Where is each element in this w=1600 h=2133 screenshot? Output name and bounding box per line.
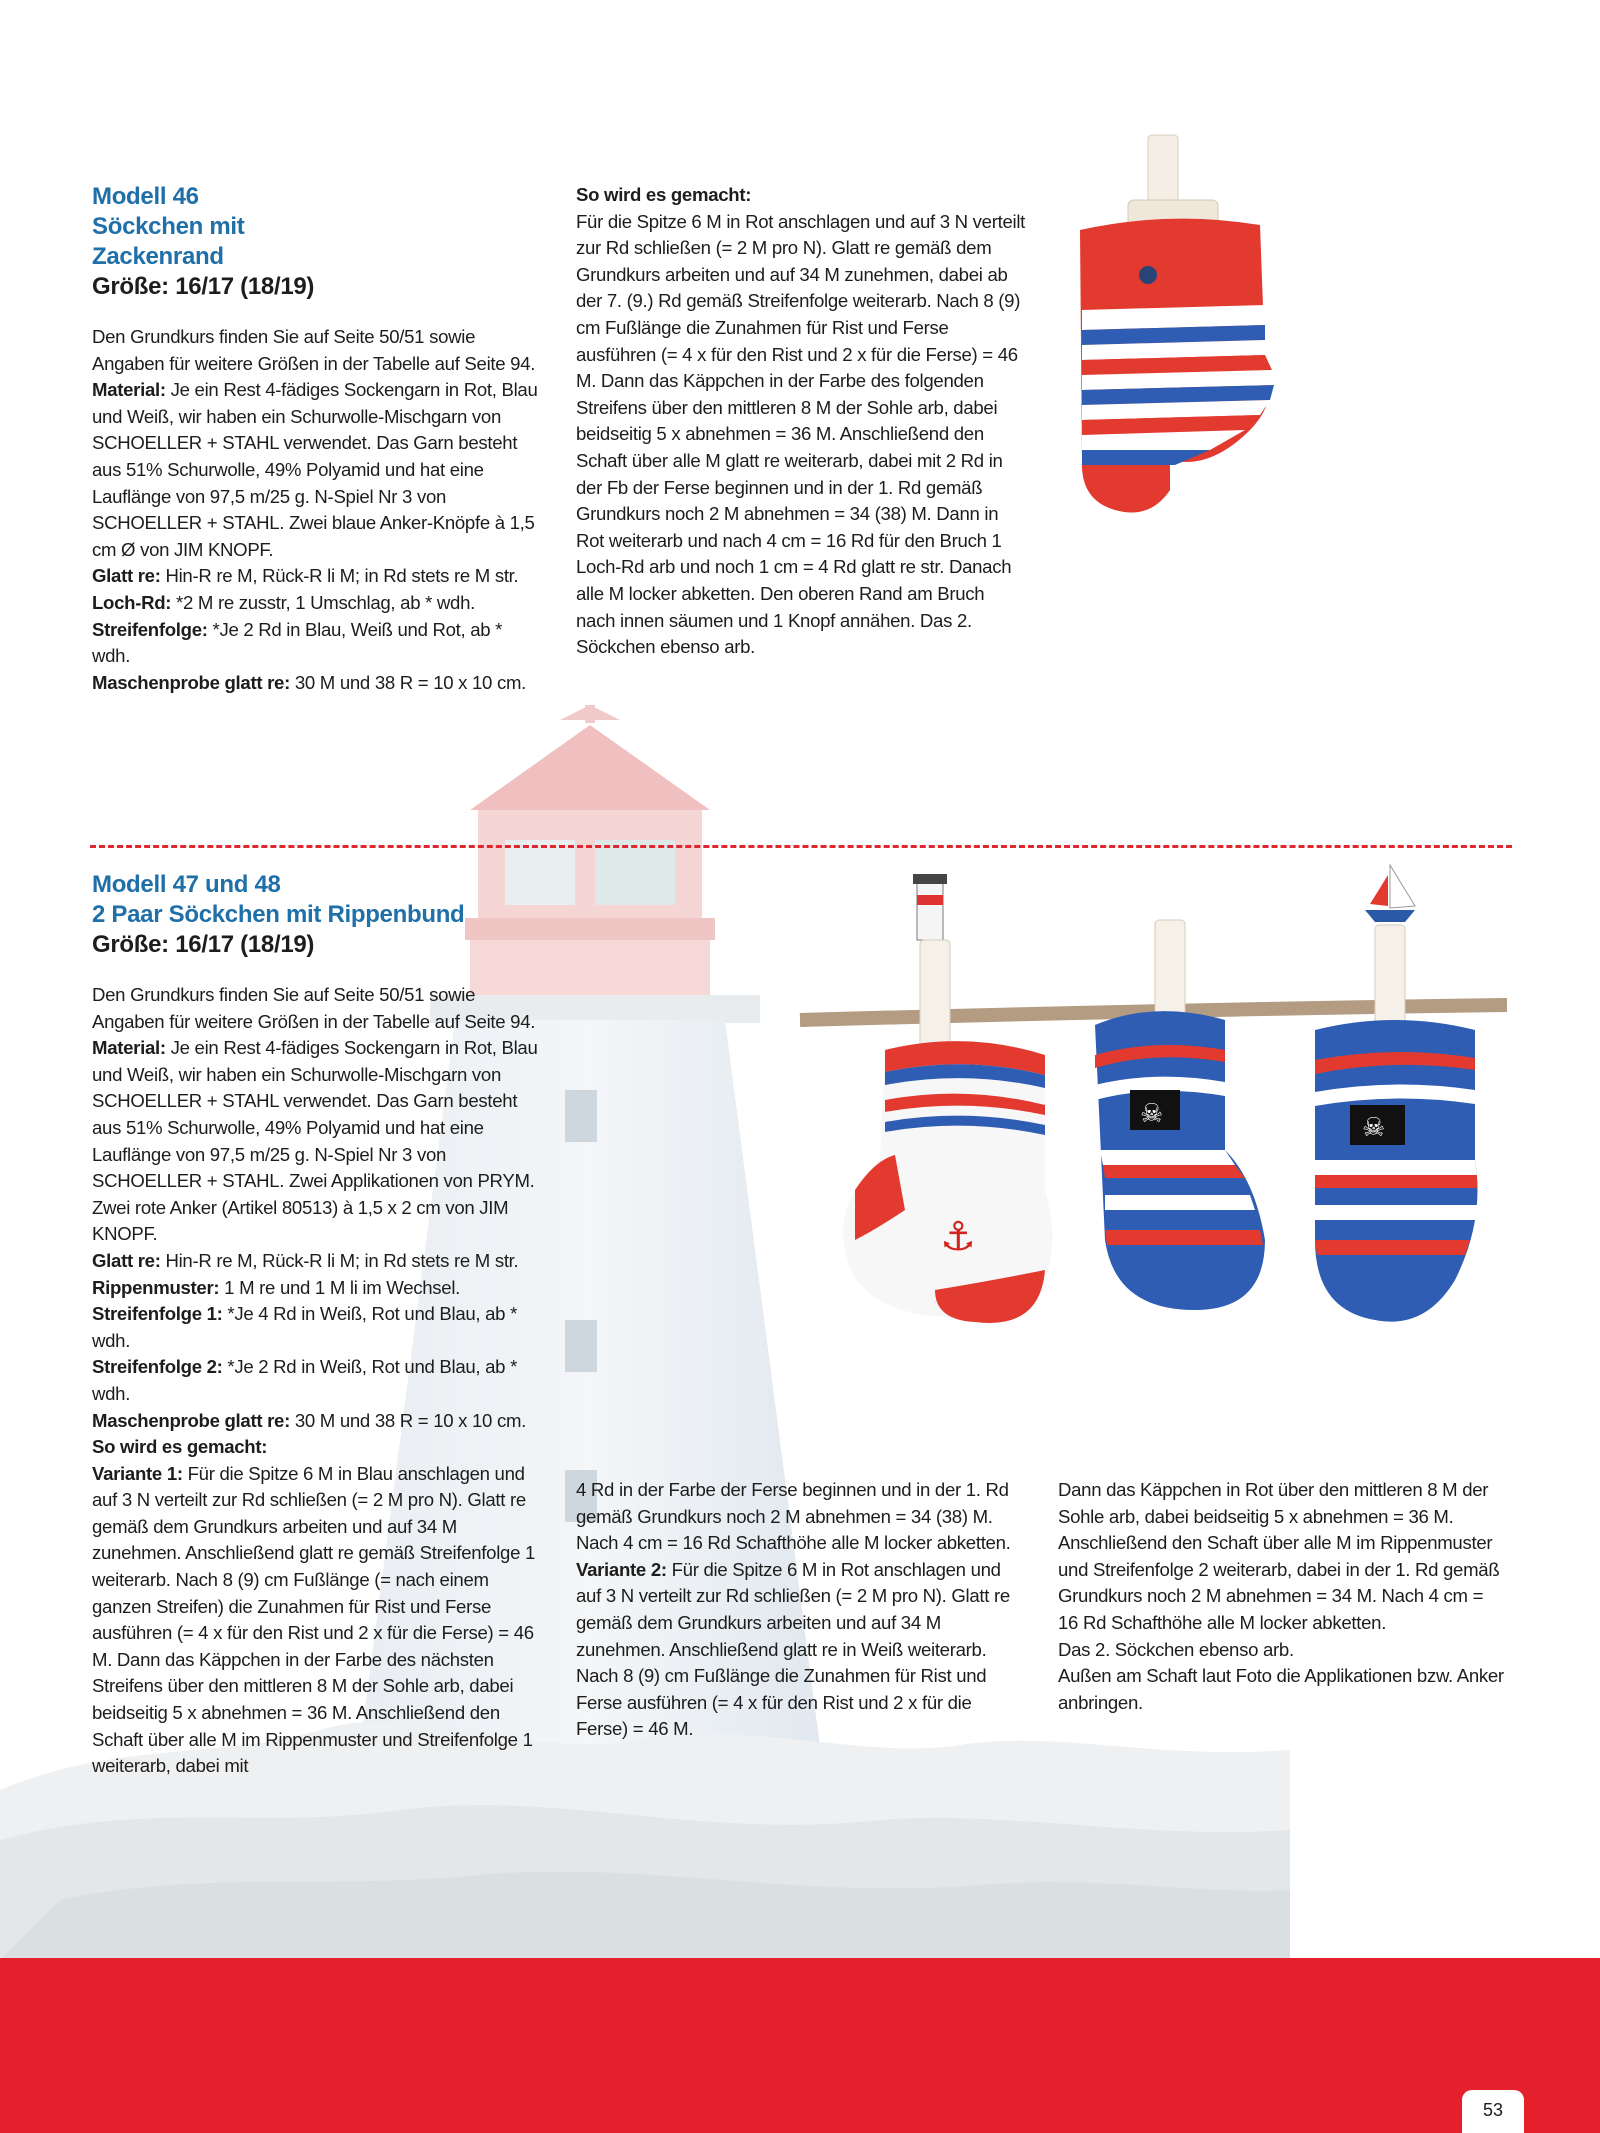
section-divider [90, 845, 1512, 848]
model-47-intro: Den Grundkurs finden Sie auf Seite 50/51 sowie Angaben für weitere Größen in der Tabelle auf Seite 94. [92, 984, 536, 1032]
model-46-glatt: Glatt re: Hin-R re M, Rück-R li M; in Rd stets re M str. [92, 565, 519, 587]
model-46-probe: Maschenprobe glatt re: 30 M und 38 R = 10 x 10 cm. [92, 671, 527, 693]
model-46-instructions: Für die Spitze 6 M in Rot anschlagen und auf 3 N verteilt zur Rd schließen (= 2 M pro N). Glatt re gemäß dem Grundkurs arbeiten und auf 34 M zunehmen, dabei ab der 7. (9.) Rd gemäß Streifenfolge weiterarb. Nach 8 (9) cm Fußlänge die Zunahmen für Rist und Ferse ausführen (= 4 x für den Rist und 2 x für die Ferse) = 46 M. Dann das Käppchen in der Farbe des folgenden Streifens über den mittleren 8 M der Sohle arb, dabei beidseitig 5 x abnehmen = 36 M. Anschließend den Schaft über alle M glatt re weiterarb, dabei mit 2 Rd in der Fb der Ferse beginnen und in der 1. Rd gemäß Grundkurs noch 2 M abnehmen = 34 (38) M. Dann in Rot weiterarb und nach 4 cm = 16 Rd für den Bruch 1 Loch-Rd arb und noch 1 cm = 4 Rd glatt re str. Danach alle M locker abketten. Den oberen Rand am Bruch nach innen säumen und 1 Knopf annähen. Das 2. Söckchen ebenso arb. [576, 210, 1026, 658]
model-47-column-right [1058, 1477, 1508, 1716]
model-46-title: Modell 46 Söckchen mit Zackenrand [92, 183, 245, 270]
footer-band [0, 1958, 1600, 2133]
svg-text:⚓: ⚓ [940, 1214, 976, 1260]
sock-photo-model-46 [1060, 130, 1280, 530]
model-46-material: Material: Je ein Rest 4-fädiges Sockengarn in Rot, Blau und Weiß, wir haben ein Schurwolle-Mischgarn von SCHOELLER + STAHL verwendet. Das Garn besteht aus 51% Schurwolle, 49% Polyamid und hat eine Lauflänge von 97,5 m/25 g. N-Spiel Nr 3 von SCHOELLER + STAHL. Zwei blaue Anker-Knöpfe à 1,5 cm Ø von JIM KNOPF. [92, 379, 538, 560]
model-47-applications: Außen am Schaft laut Foto die Applikationen bzw. Anker anbringen. [1058, 1665, 1504, 1713]
model-47-streifen-1: Streifenfolge 1: *Je 4 Rd in Weiß, Rot und Blau, ab * wdh. [92, 1303, 518, 1351]
model-47-material: Material: Je ein Rest 4-fädiges Sockengarn in Rot, Blau und Weiß, wir haben ein Schurwolle-Mischgarn von SCHOELLER + STAHL verwendet. Das Garn besteht aus 51% Schurwolle, 49% Polyamid und hat eine Lauflänge von 97,5 m/25 g. N-Spiel Nr 3 von SCHOELLER + STAHL. Zwei Applikationen von PRYM. Zwei rote Anker (Artikel 80513) à 1,5 x 2 cm von JIM KNOPF. [92, 1037, 538, 1245]
model-46-so-heading: So wird es gemacht: [576, 184, 752, 205]
model-46-size: Größe: 16/17 (18/19) [92, 273, 315, 300]
sock-photo-models-47-48 [795, 860, 1510, 1440]
model-47-variante-2-cont: Dann das Käppchen in Rot über den mittleren 8 M der Sohle arb, dabei beidseitig 5 x abnehmen = 36 M. Anschließend den Schaft über alle M im Rippenmuster und Streifenfolge 2 weiterarb, dabei in der 1. Rd gemäß Grundkurs noch 2 M abnehmen = 34 M. Nach 4 cm = 16 Rd Schafthöhe alle M locker abketten. [1058, 1479, 1500, 1633]
model-47-glatt: Glatt re: Hin-R re M, Rück-R li M; in Rd stets re M str. [92, 1249, 519, 1271]
model-47-so-heading: So wird es gemacht: [92, 1436, 268, 1458]
svg-text:☠: ☠ [1362, 1113, 1386, 1143]
model-47-column-middle [576, 1477, 1026, 1743]
model-47-probe: Maschenprobe glatt re: 30 M und 38 R = 10 x 10 cm. [92, 1409, 527, 1431]
model-47-title: Modell 47 und 48 2 Paar Söckchen mit Rippenbund [92, 871, 465, 928]
model-46-loch: Loch-Rd: *2 M re zusstr, 1 Umschlag, ab * wdh. [92, 591, 475, 613]
model-47-streifen-2: Streifenfolge 2: *Je 2 Rd in Weiß, Rot und Blau, ab * wdh. [92, 1356, 518, 1404]
model-46-column-left [92, 182, 542, 696]
svg-text:☠: ☠ [1140, 1099, 1164, 1129]
model-47-variante-1-cont: 4 Rd in der Farbe der Ferse beginnen und in der 1. Rd gemäß Grundkurs noch 2 M abnehmen = 34 (38) M. Nach 4 cm = 16 Rd Schafthöhe alle M locker abketten. [576, 1479, 1011, 1554]
page-number: 53 [1462, 2090, 1524, 2133]
model-46-intro: Den Grundkurs finden Sie auf Seite 50/51 sowie Angaben für weitere Größen in der Tabelle auf Seite 94. [92, 326, 536, 374]
model-47-size: Größe: 16/17 (18/19) [92, 931, 315, 958]
model-47-variante-1: Variante 1: Für die Spitze 6 M in Blau anschlagen und auf 3 N verteilt zur Rd schließen (= 2 M pro N). Glatt re gemäß dem Grundkurs arbeiten und auf 34 M zunehmen. Anschließend glatt re gemäß Streifenfolge 1 weiterarb. Nach 8 (9) cm Fußlänge (= nach einem ganzen Streifen) die Zunahmen für Rist und Ferse ausführen (= 4 x für den Rist und 2 x für die Ferse) = 46 M. Dann das Käppchen in der Farbe des nächsten Streifens über den mittleren 8 M der Sohle arb, dabei beidseitig 5 x abnehmen = 36 M. Anschließend den Schaft über alle M im Rippenmuster und Streifenfolge 1 weiterarb, dabei mit [92, 1462, 536, 1777]
model-47-column-left [92, 870, 542, 1780]
model-46-streifen: Streifenfolge: *Je 2 Rd in Blau, Weiß und Rot, ab * wdh. [92, 618, 503, 667]
model-47-rippen: Rippenmuster: 1 M re und 1 M li im Wechsel. [92, 1276, 461, 1298]
model-46-column-middle [576, 182, 1026, 661]
model-47-second-sock: Das 2. Söckchen ebenso arb. [1058, 1638, 1294, 1660]
model-47-variante-2: Variante 2: Für die Spitze 6 M in Rot anschlagen und auf 3 N verteilt zur Rd schließen (= 2 M pro N). Glatt re gemäß dem Grundkurs arbeiten und auf 34 M zunehmen. Anschließend glatt re in Weiß weiterarb. Nach 8 (9) cm Fußlänge die Zunahmen für Rist und Ferse ausführen (= 4 x für den Rist und 2 x für die Ferse) = 46 M. [576, 1558, 1010, 1740]
